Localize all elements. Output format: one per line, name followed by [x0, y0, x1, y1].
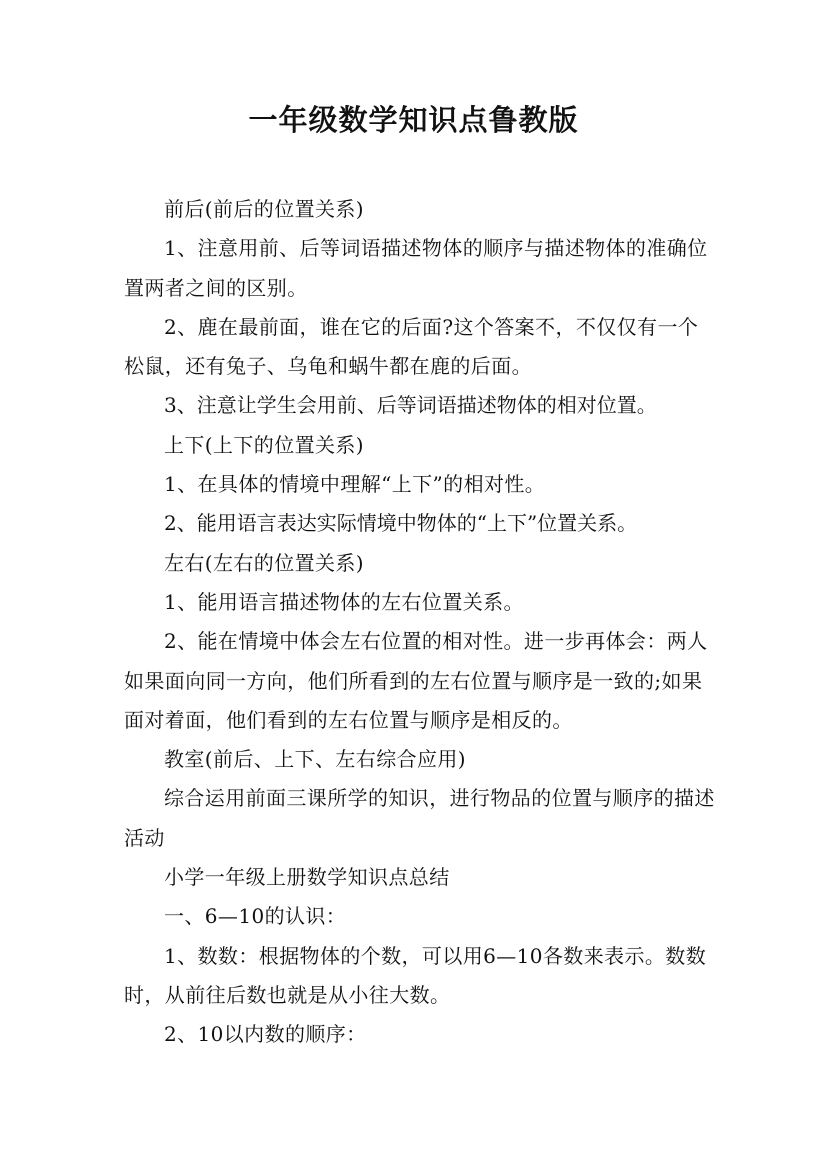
section-heading: 左右(左右的位置关系) [164, 550, 365, 575]
paragraph: 1、注意用前、后等词语描述物体的顺序与描述物体的准确位置两者之间的区别。 [124, 236, 708, 300]
paragraph: 2、能用语言表达实际情境中物体的“上下”位置关系。 [164, 511, 638, 536]
section-heading: 教室(前后、上下、左右综合应用) [164, 747, 467, 772]
paragraph: 1、在具体的情境中理解“上下”的相对性。 [164, 472, 546, 497]
paragraph: 2、10以内数的顺序： [164, 1022, 367, 1047]
document-title: 一年级数学知识点鲁教版 [248, 103, 579, 137]
section-heading: 前后(前后的位置关系) [164, 197, 365, 221]
paragraph: 3、注意让学生会用前、后等词语描述物体的相对位置。 [164, 393, 657, 418]
paragraph: 1、能用语言描述物体的左右位置关系。 [164, 589, 524, 614]
paragraph: 2、能在情境中体会左右位置的相对性。进一步再体会：两人如果面向同一方向，他们所看到的左右位置与顺序是一致的;如果面对着面，他们看到的左右位置与顺序是相反的。 [124, 629, 708, 732]
paragraph: 综合运用前面三课所学的知识，进行物品的位置与顺序的描述活动 [124, 786, 715, 850]
section-heading: 一、6—10的认识： [164, 904, 347, 929]
paragraph: 1、数数：根据物体的个数，可以用6—10各数来表示。数数时，从前往后数也就是从小往大数。 [124, 943, 707, 1007]
document-body [124, 190, 716, 1055]
paragraph: 2、鹿在最前面，谁在它的后面?这个答案不，不仅仅有一个松鼠，还有兔子、乌龟和蜗牛都在鹿的后面。 [124, 314, 699, 379]
section-heading: 上下(上下的位置关系) [164, 432, 365, 457]
section-heading: 小学一年级上册数学知识点总结 [164, 865, 450, 890]
